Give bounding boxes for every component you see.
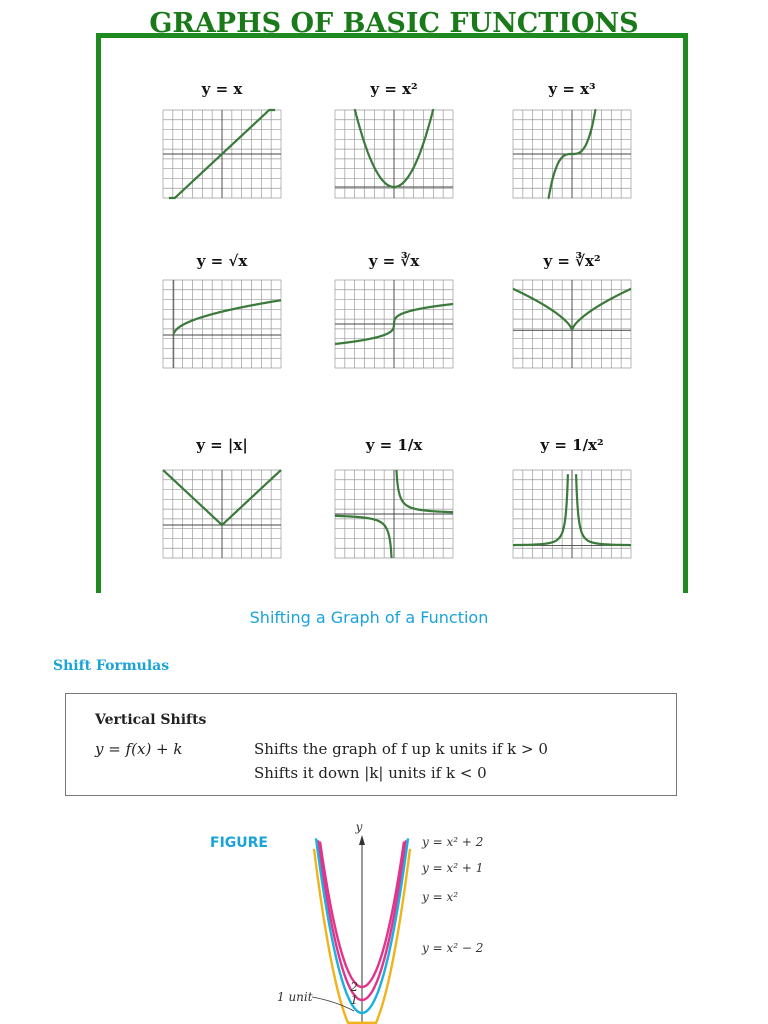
function-graph-cbrt [335, 252, 453, 368]
shift-curve-label-3: y = x² − 2 [422, 941, 484, 955]
vertical-shifts-box [65, 693, 677, 796]
shift-curve-label-2: y = x² [422, 890, 459, 904]
shift-formulas-heading: Shift Formulas [53, 658, 170, 674]
shift-curve-label-0: y = x² + 2 [422, 835, 484, 849]
function-label-reciprocal: y = 1/x [365, 436, 423, 454]
shift-curve-label-1: y = x² + 1 [422, 861, 484, 875]
page-title-text: GRAPHS OF BASIC FUNCTIONS [149, 8, 639, 38]
function-label-cube: y = x³ [548, 80, 596, 98]
figure-y-axis-label: y [355, 820, 363, 834]
function-graph-sqrt [163, 252, 281, 368]
function-label-cbrt: y = ∛x [368, 252, 420, 270]
function-graphs [101, 38, 683, 593]
function-curve [174, 300, 281, 333]
unit-pointer [312, 997, 354, 1011]
graph-grid [163, 280, 281, 368]
function-label-abs: y = |x| [196, 436, 248, 454]
vertical-shifts-line1: Shifts the graph of f up k units if k > 0 [254, 740, 548, 758]
function-curve [513, 474, 568, 545]
figure-tick-label: 2 [350, 980, 358, 994]
vertical-shifts-title: Vertical Shifts [95, 712, 207, 728]
function-label-square: y = x² [370, 80, 418, 98]
function-label-sqrt: y = √x [196, 252, 248, 270]
function-graph-reciprocal [335, 436, 453, 558]
function-label-reciprocal2: y = 1/x² [540, 436, 604, 454]
function-curve [396, 470, 453, 512]
vertical-shifts-line2: Shifts it down |k| units if k < 0 [254, 764, 487, 782]
function-graph-cbrt2 [513, 252, 631, 368]
vertical-shifts-formula: y = f(x) + k [95, 740, 183, 758]
function-graph-linear [163, 80, 281, 198]
function-curve [335, 516, 392, 558]
function-graph-cube [513, 80, 631, 198]
y-axis-arrow-icon [359, 835, 365, 845]
function-label-cbrt2: y = ∛x² [543, 252, 601, 270]
function-graph-reciprocal2 [513, 436, 631, 558]
basic-functions-panel [96, 33, 688, 593]
function-curve [576, 474, 631, 545]
shift-heading: Shifting a Graph of a Function [249, 608, 489, 627]
figure-tick-label: 1 [350, 993, 358, 1007]
figure-label: FIGURE [210, 835, 268, 851]
function-graph-square [335, 80, 453, 198]
function-graph-abs [163, 436, 281, 558]
function-label-linear: y = x [201, 80, 243, 98]
vertical-shift-figure [0, 815, 768, 1024]
unit-annotation: 1 unit [277, 990, 313, 1004]
